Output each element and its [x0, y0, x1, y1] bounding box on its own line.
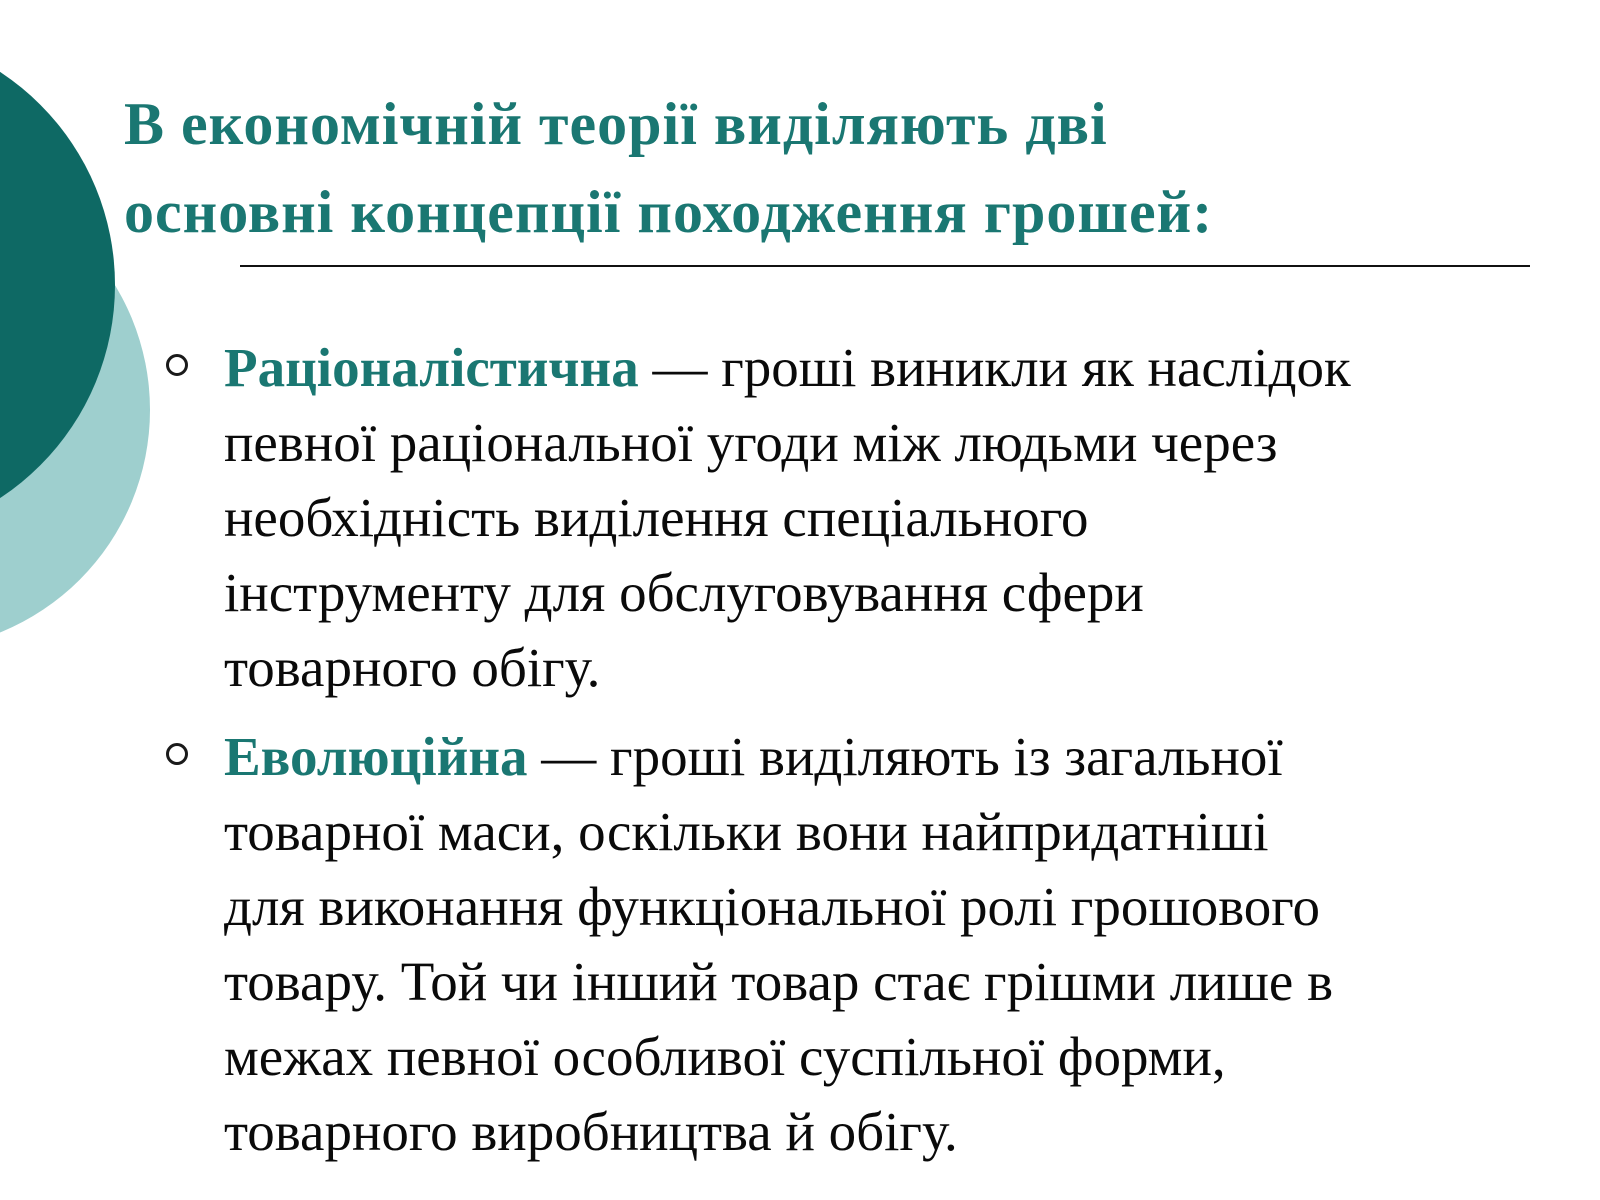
slide-title-line: основні концепції походження грошей: — [124, 179, 1214, 245]
bullet-line: для виконання функціональної ролі грошового — [224, 876, 1320, 937]
bullet-term: Раціоналістична — [224, 337, 639, 398]
bullet-line: товарного обігу. — [224, 637, 601, 698]
bullet-line: товарної маси, оскільки вони найпридатніші — [224, 801, 1269, 862]
bullet-circle-icon — [166, 354, 188, 376]
title-divider — [240, 265, 1530, 267]
slide-title — [124, 80, 1544, 256]
bullet-line: товару. Той чи інший товар стає грішми лише в — [224, 951, 1334, 1012]
bullet-line: межах певної особливої суспільної форми, — [224, 1026, 1226, 1087]
bullet-circle-icon — [166, 743, 188, 765]
bullet-term: Еволюційна — [224, 726, 528, 787]
bullet-list — [0, 330, 1600, 1183]
bullet-text: — гроші виділяють із загальної — [527, 726, 1283, 787]
bullet-line — [224, 330, 1540, 405]
bullet-item-evolutionary — [0, 719, 1600, 1169]
bullet-line — [224, 719, 1540, 794]
bullet-line: необхідність виділення спеціального — [224, 487, 1089, 548]
bullet-item-rationalist — [0, 330, 1600, 705]
bullet-line: інструменту для обслуговування сфери — [224, 562, 1144, 623]
slide-title-line: В економічній теорії виділяють дві — [124, 91, 1108, 157]
bullet-line: певної раціональної угоди між людьми через — [224, 412, 1278, 473]
bullet-line: товарного виробництва й обігу. — [224, 1101, 958, 1162]
bullet-text: — гроші виникли як наслідок — [638, 337, 1351, 398]
